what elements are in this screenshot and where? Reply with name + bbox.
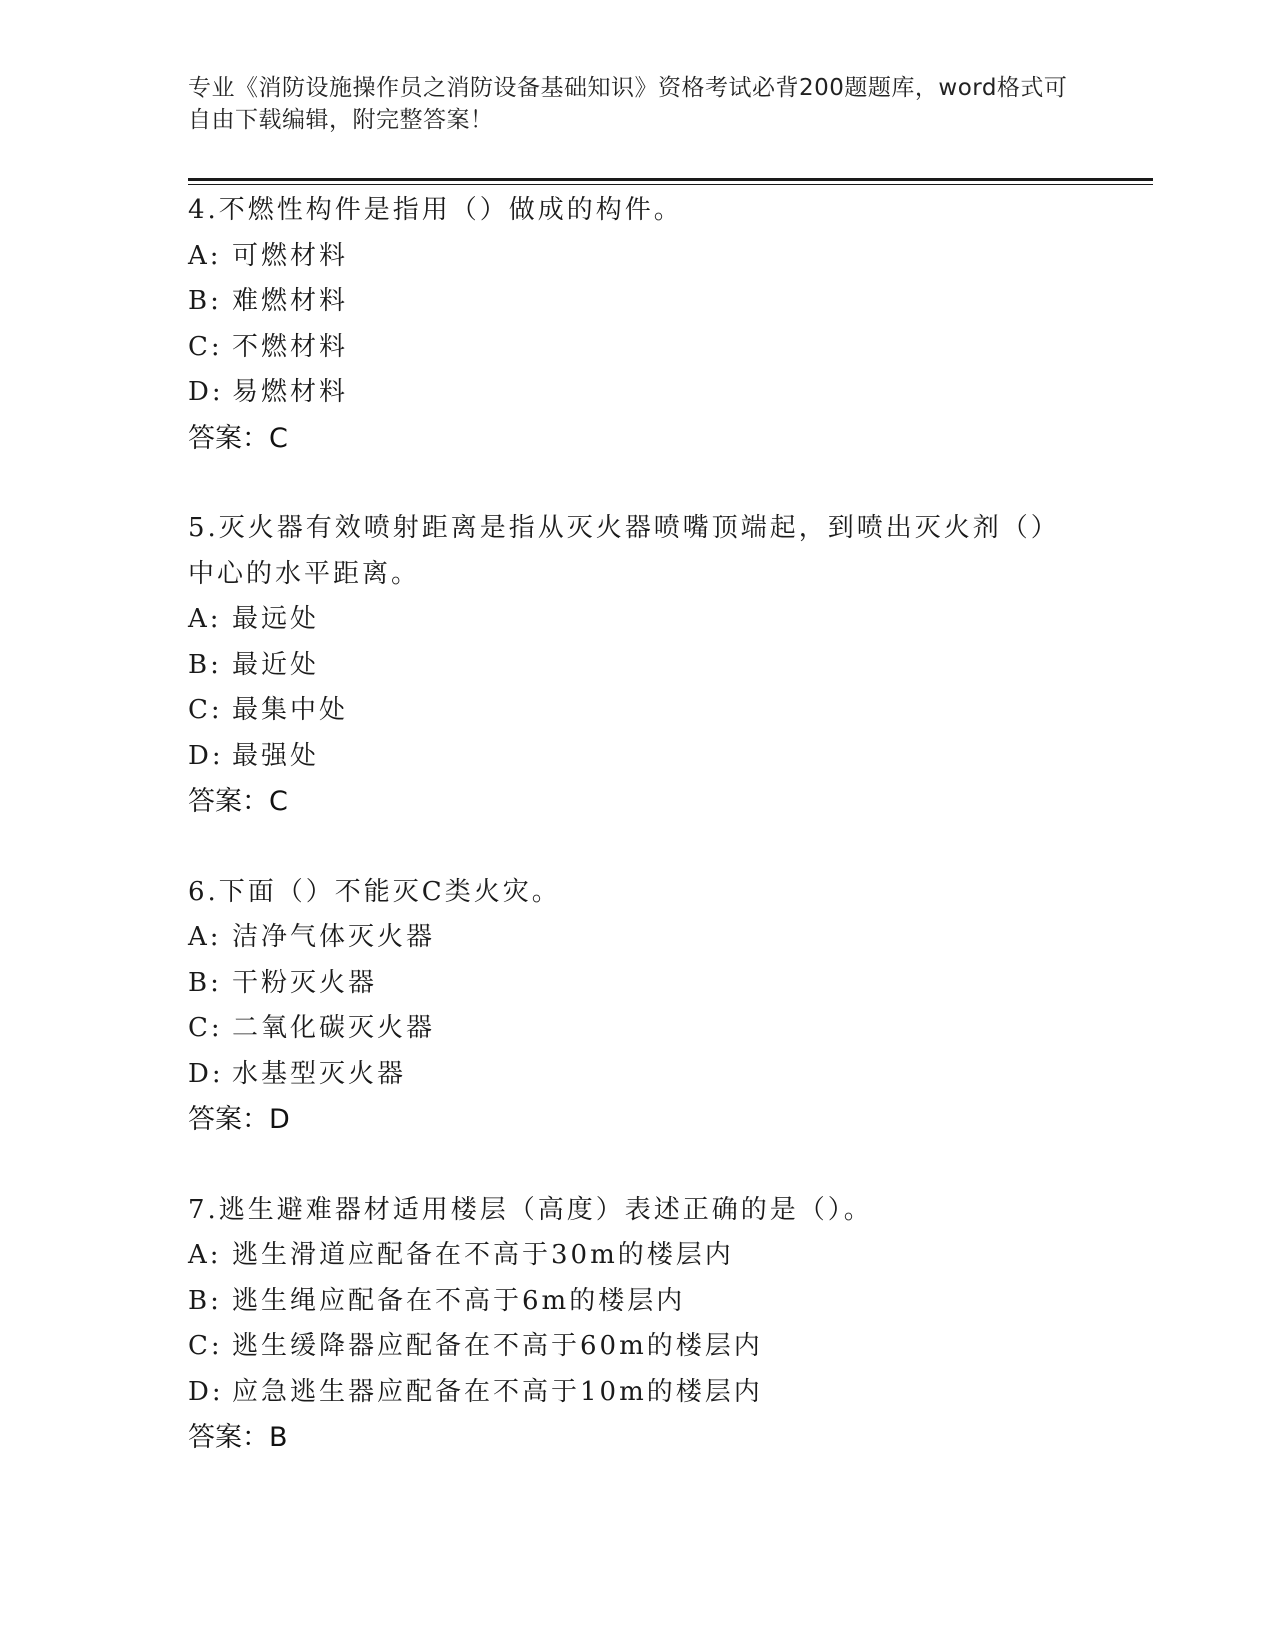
option-text: 干粉灭火器 [232,967,378,998]
option-text: 逃生缓降器应配备在不高于60m的楼层内 [232,1331,763,1361]
option-b [188,643,1068,689]
option-letter: D: [188,740,224,771]
question-block [188,188,1068,461]
option-text: 最远处 [232,604,320,634]
document-intro: 专业《消防设施操作员之消防设备基础知识》资格考试必背200题题库，word格式可自由下载编辑，附完整答案！ [188,75,1068,133]
option-b [188,279,1068,325]
option-text: 最近处 [232,649,320,680]
option-letter: B: [188,967,222,998]
option-letter: A: [188,1240,222,1270]
option-letter: C: [188,1013,223,1043]
option-text: 难燃材料 [232,286,349,316]
option-d [188,1052,1068,1098]
option-letter: A: [188,604,222,634]
option-c [188,325,1068,371]
option-c [188,1324,1068,1370]
option-letter: C: [188,331,223,362]
option-d [188,734,1068,780]
question-list [188,188,1068,1506]
header-divider-thick [188,178,1153,181]
option-a [188,234,1068,280]
question-stem: 4.不燃性构件是指用（）做成的构件。 [188,195,683,225]
option-b [188,961,1068,1007]
option-text: 易燃材料 [232,377,349,407]
option-text: 二氧化碳灭火器 [232,1013,436,1043]
option-a [188,597,1068,643]
question-block [188,1188,1068,1461]
answer-line: 答案：D [188,1104,290,1135]
answer-line: 答案：B [188,1422,288,1453]
question-stem: 6.下面（）不能灭C类火灾。 [188,876,561,907]
option-b [188,1279,1068,1325]
question-stem: 5.灭火器有效喷射距离是指从灭火器喷嘴顶端起，到喷出灭火剂（）中心的水平距离。 [188,513,1060,589]
option-letter: A: [188,922,222,952]
option-letter: D: [188,1376,224,1407]
option-text: 逃生滑道应配备在不高于30m的楼层内 [232,1240,734,1270]
option-text: 最集中处 [232,695,349,725]
question-block [188,506,1068,825]
option-a [188,1233,1068,1279]
option-text: 洁净气体灭火器 [232,922,436,952]
option-text: 逃生绳应配备在不高于6m的楼层内 [232,1285,686,1316]
option-text: 水基型灭火器 [232,1058,407,1089]
question-stem: 7.逃生避难器材适用楼层（高度）表述正确的是（）。 [188,1194,873,1225]
option-a [188,915,1068,961]
option-c [188,1006,1068,1052]
option-c [188,688,1068,734]
option-text: 应急逃生器应配备在不高于10m的楼层内 [232,1376,763,1407]
header-divider-thin [188,184,1153,185]
option-letter: C: [188,1331,223,1361]
option-letter: D: [188,377,224,407]
option-letter: A: [188,240,222,271]
option-letter: B: [188,649,222,680]
answer-line: 答案：C [188,786,288,817]
option-text: 可燃材料 [232,240,349,271]
option-letter: B: [188,286,222,316]
option-d [188,1370,1068,1416]
option-text: 最强处 [232,740,320,771]
option-text: 不燃材料 [232,331,349,362]
question-block [188,870,1068,1143]
option-letter: D: [188,1058,224,1089]
option-letter: C: [188,695,223,725]
answer-line: 答案：C [188,422,288,454]
option-d [188,370,1068,416]
option-letter: B: [188,1285,222,1316]
